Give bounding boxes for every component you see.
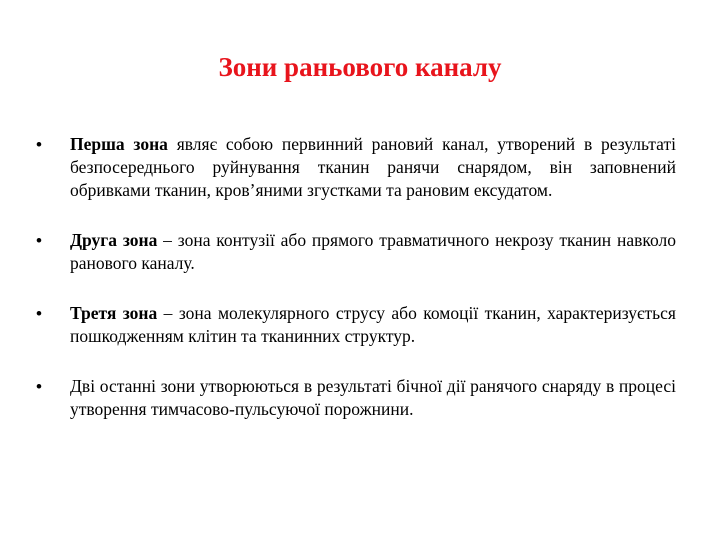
- bullet-icon: •: [36, 377, 42, 396]
- bullet-item-conclusion: [36, 375, 676, 421]
- bullet-item-second-zone: [36, 229, 676, 275]
- bullet-icon: •: [36, 231, 42, 250]
- bullet-list: [36, 133, 676, 448]
- bullet-text: [70, 230, 676, 273]
- bullet-description: – зона молекулярного струсу або комоції тканин, характеризується пошкодженням клітин та тканинних структур.: [70, 303, 676, 346]
- bullet-term: Перша зона: [70, 134, 168, 154]
- slide-title: Зони раньового каналу: [218, 52, 502, 82]
- bullet-text: [70, 303, 676, 346]
- bullet-text: [70, 376, 676, 419]
- bullet-item-third-zone: [36, 302, 676, 348]
- bullet-item-first-zone: [36, 133, 676, 202]
- bullet-text: [70, 134, 676, 200]
- bullet-description: – зона контузії або прямого травматичного некрозу тканин навколо ранового каналу.: [70, 230, 676, 273]
- bullet-icon: •: [36, 135, 42, 154]
- bullet-description: Дві останні зони утворюються в результаті бічної дії ранячого снаряду в процесі утворення тимчасово-пульсуючої порожнини.: [70, 376, 676, 419]
- bullet-term: Друга зона: [70, 230, 158, 250]
- bullet-term: Третя зона: [70, 303, 158, 323]
- bullet-description: являє собою первинний рановий канал, утворений в результаті безпосереднього руйнування тканин ранячи снарядом, він заповнений обривками тканин, кров’яними згустками та рановим ексудатом.: [70, 134, 676, 200]
- bullet-icon: •: [36, 304, 42, 323]
